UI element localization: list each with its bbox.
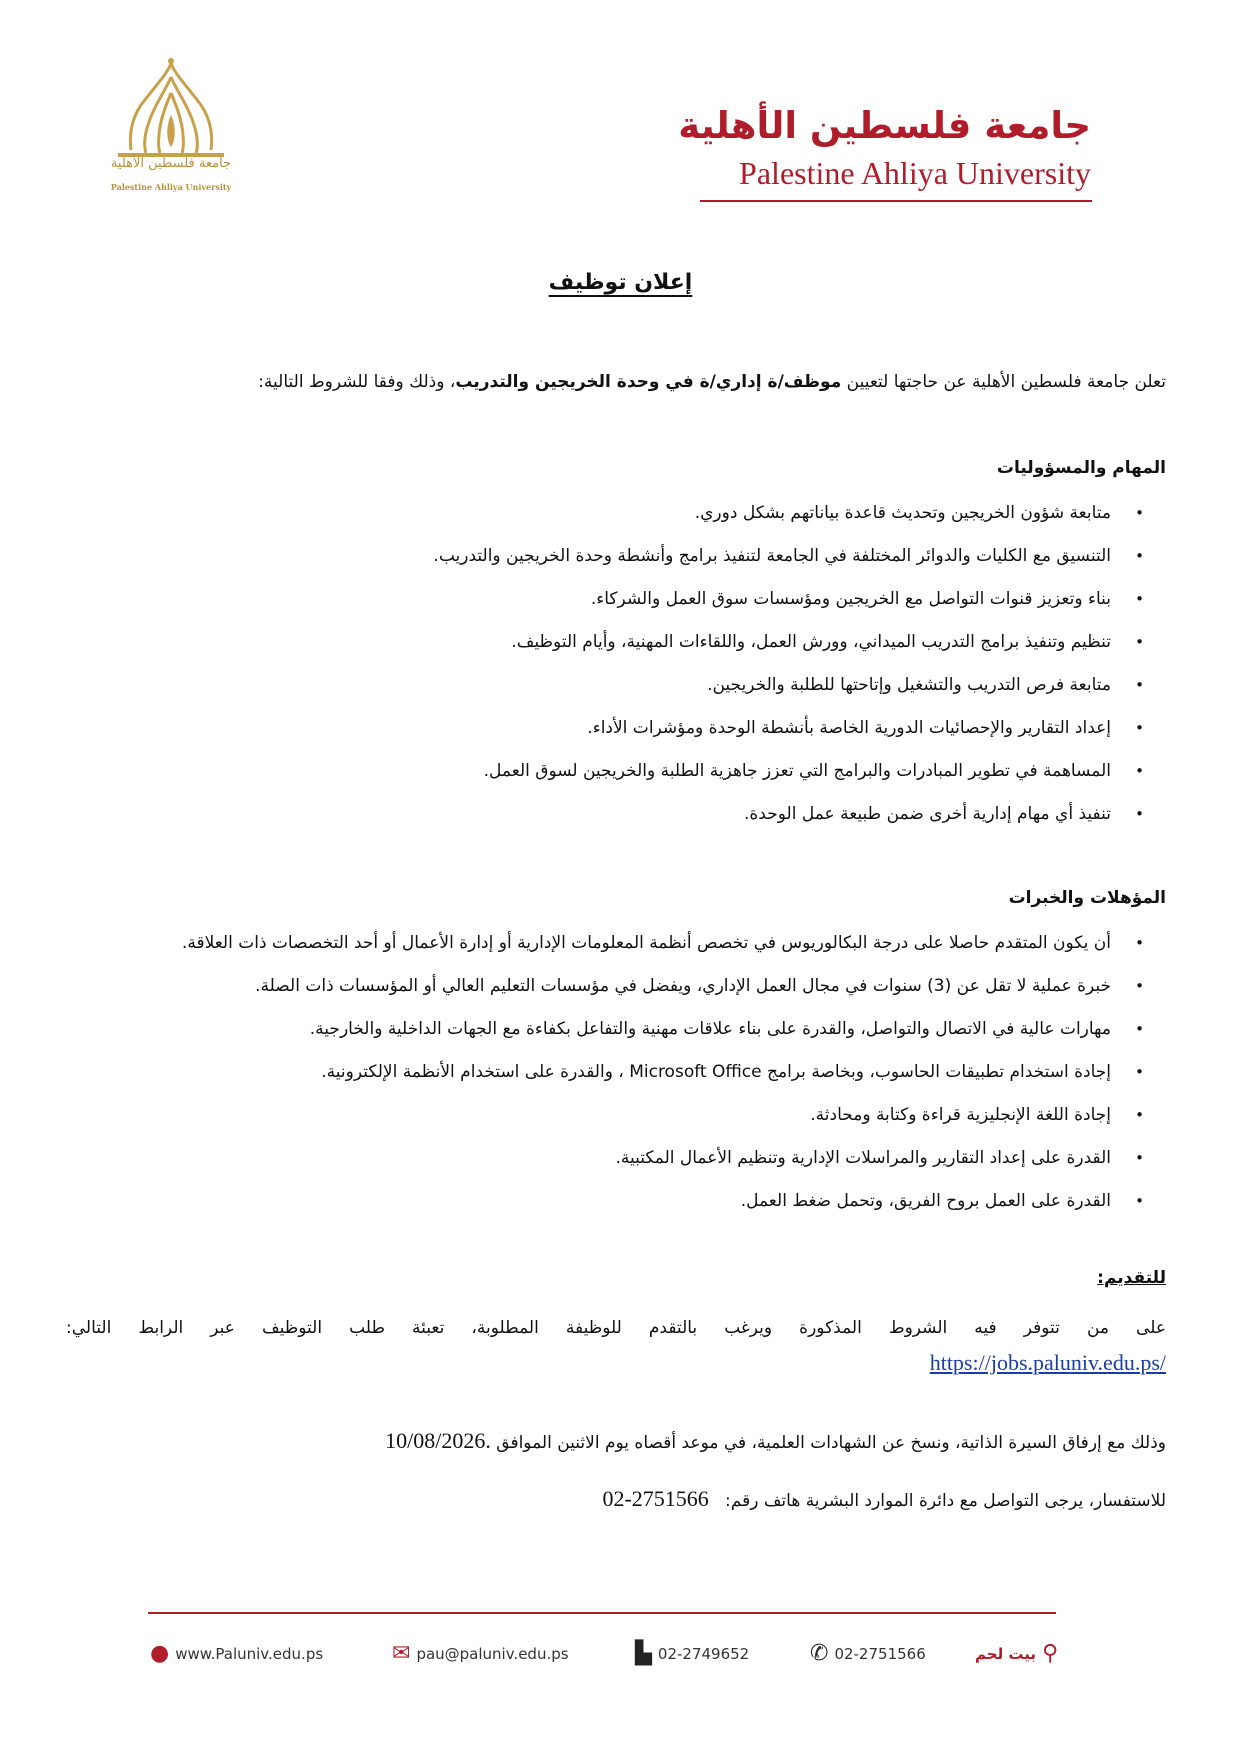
contact-phone: 02-2751566: [602, 1486, 709, 1511]
footer-fax-text: 02-2749652: [657, 1645, 750, 1663]
page-title: إعلان توظيف: [548, 270, 693, 295]
logo-text-english: Palestine Ahliya University: [110, 182, 232, 192]
footer-phone: [810, 1640, 926, 1668]
footer-location-text: بيت لحم: [975, 1645, 1037, 1663]
list-item: • خبرة عملية لا تقل عن (3) سنوات في مجال العمل الإداري، ويفضل في مؤسسات التعليم العالي أو المؤسسات ذات الصلة.: [66, 965, 1166, 1008]
intro-text-2: ، وذلك وفقا للشروط التالية:: [258, 372, 456, 392]
list-item: • بناء وتعزيز قنوات التواصل مع الخريجين ومؤسسات سوق العمل والشركاء.: [66, 578, 1166, 621]
qualifications-list: [66, 922, 1166, 1223]
list-item: • مهارات عالية في الاتصال والتواصل، والقدرة على بناء علاقات مهنية والتفاعل بكفاءة مع الجهات الداخلية والخارجية.: [66, 1008, 1166, 1051]
header-divider: [700, 200, 1092, 202]
list-item: • تنفيذ أي مهام إدارية أخرى ضمن طبيعة عمل الوحدة.: [66, 793, 1166, 836]
logo-text-arabic: جامعة فلسطين الأهلية: [110, 156, 232, 171]
university-name-english: Palestine Ahliya University: [739, 155, 1091, 191]
globe-icon: ●: [150, 1641, 170, 1666]
footer-fax: [635, 1640, 749, 1668]
duties-list: [66, 492, 1166, 836]
list-item: • متابعة شؤون الخريجين وتحديث قاعدة بياناتهم بشكل دوري.: [66, 492, 1166, 535]
phone-icon: ✆: [810, 1641, 829, 1666]
envelope-icon: ✉: [392, 1641, 411, 1666]
list-item: • المساهمة في تطوير المبادرات والبرامج التي تعزز جاهزية الطلبة والخريجين لسوق العمل.: [66, 750, 1166, 793]
footer-location: [975, 1640, 1058, 1668]
list-item: • تنظيم وتنفيذ برامج التدريب الميداني، وورش العمل، واللقاءات المهنية، وأيام التوظيف.: [66, 621, 1166, 664]
footer-email[interactable]: [392, 1640, 569, 1668]
deadline-paragraph: [66, 1428, 1166, 1454]
deadline-text: وذلك مع إرفاق السيرة الذاتية، ونسخ عن الشهادات العلمية، في موعد أقصاه يوم الاثنين الموافق: [490, 1433, 1166, 1453]
duties-heading: المهام والمسؤوليات: [996, 458, 1166, 478]
list-item: • متابعة فرص التدريب والتشغيل وإتاحتها للطلبة والخريجين.: [66, 664, 1166, 707]
footer-email-text: pau@paluniv.edu.ps: [416, 1645, 569, 1663]
apply-heading: للتقديم:: [1097, 1268, 1166, 1288]
list-item: • إعداد التقارير والإحصائيات الدورية الخاصة بأنشطة الوحدة ومؤشرات الأداء.: [66, 707, 1166, 750]
list-item: • أن يكون المتقدم حاصلا على درجة البكالوريوس في تخصص أنظمة المعلومات الإدارية أو إدارة الأعمال أو أحد التخصصات ذات العلاقة.: [66, 922, 1166, 965]
university-name-arabic: جامعة فلسطين الأهلية: [678, 104, 1091, 147]
footer-phone-text: 02-2751566: [834, 1645, 926, 1663]
fax-icon: ▙: [635, 1641, 652, 1666]
footer-website-text: www.Paluniv.edu.ps: [175, 1645, 324, 1663]
footer-website[interactable]: [150, 1640, 323, 1668]
list-item: • إجادة اللغة الإنجليزية قراءة وكتابة ومحادثة.: [66, 1094, 1166, 1137]
list-item: • القدرة على العمل بروح الفريق، وتحمل ضغط العمل.: [66, 1180, 1166, 1223]
deadline-date: 10/08/2026.: [385, 1428, 491, 1453]
intro-position: موظف/ة إداري/ة في وحدة الخريجين والتدريب: [455, 372, 842, 392]
contact-text: للاستفسار، يرجى التواصل مع دائرة الموارد البشرية هاتف رقم:: [725, 1491, 1166, 1511]
list-item: • إجادة استخدام تطبيقات الحاسوب، وبخاصة برامج Microsoft Office ، والقدرة على استخدام الأنظمة الإلكترونية.: [66, 1051, 1166, 1094]
location-pin-icon: ⚲: [1042, 1641, 1059, 1666]
intro-paragraph: [66, 372, 1166, 392]
intro-text-1: تعلن جامعة فلسطين الأهلية عن حاجتها لتعيين: [841, 372, 1166, 392]
list-item: • التنسيق مع الكليات والدوائر المختلفة في الجامعة لتنفيذ برامج وأنشطة وحدة الخريجين والتدريب.: [66, 535, 1166, 578]
qualifications-heading: المؤهلات والخبرات: [1008, 888, 1166, 908]
list-item: • القدرة على إعداد التقارير والمراسلات الإدارية وتنظيم الأعمال المكتبية.: [66, 1137, 1166, 1180]
footer-divider: [148, 1612, 1056, 1614]
contact-paragraph: [66, 1486, 1166, 1512]
apply-text: على من تتوفر فيه الشروط المذكورة ويرغب بالتقدم للوظيفة المطلوبة، تعبئة طلب التوظيف عبر الرابط التالي:: [66, 1318, 1166, 1338]
application-link[interactable]: https://jobs.paluniv.edu.ps/: [929, 1350, 1166, 1375]
